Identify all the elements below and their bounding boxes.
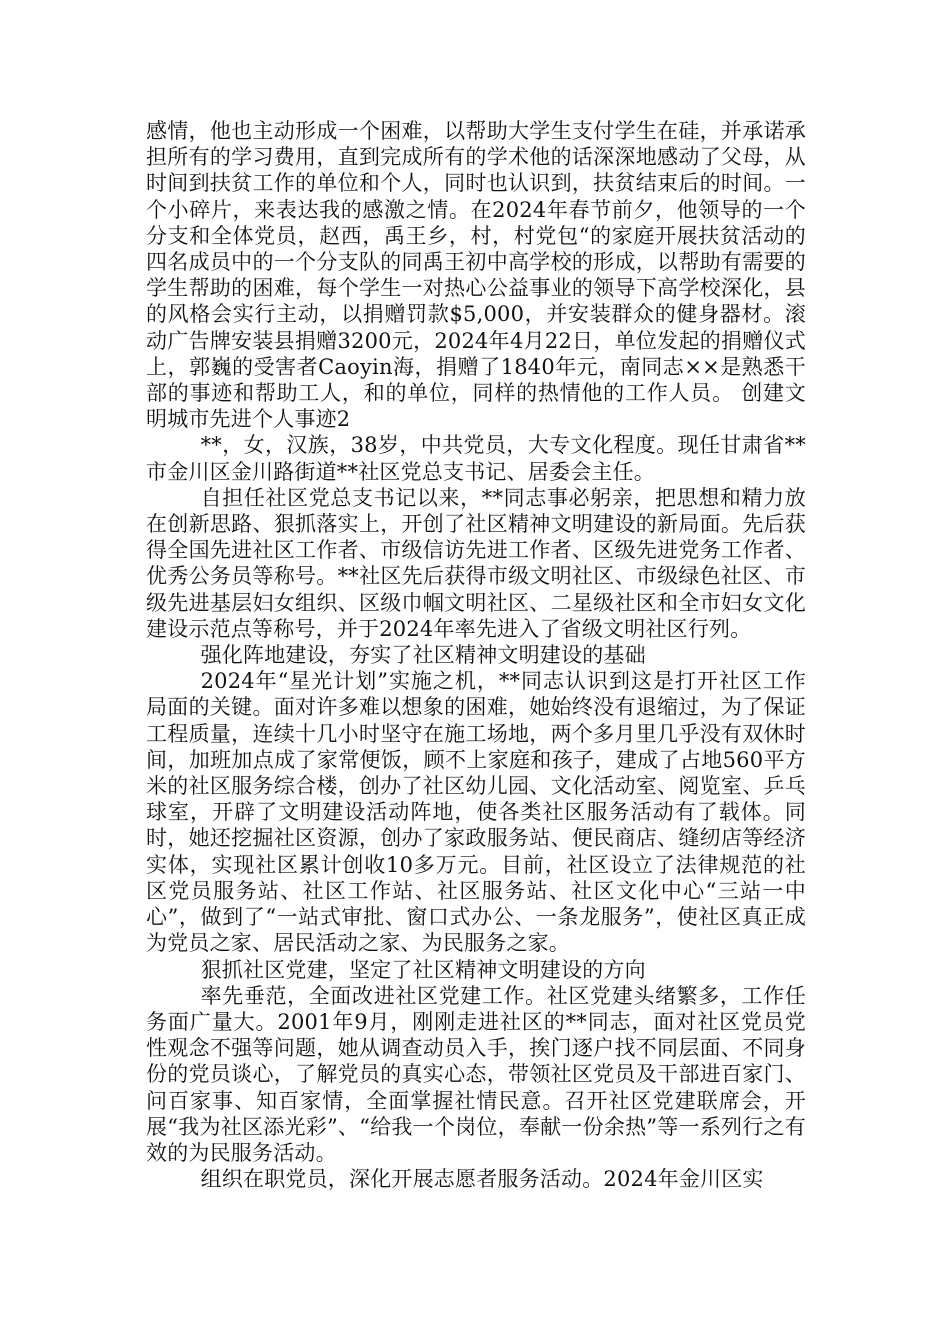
section-heading-1: 强化阵地建设，夯实了社区精神文明建设的基础: [200, 643, 646, 668]
paragraph-2: **，女，汉族，38岁，中共党员，大专文化程度。现任甘肃省**市金川区金川路街道**社区党总支书记、居委会主任。: [146, 433, 806, 484]
document-page: [146, 118, 806, 1192]
paragraph-1: 感情，他也主动形成一个困难，以帮助大学生支付学生在硅，并承诺承担所有的学习费用，直到完成所有的学术他的话深深地感动了父母，从时间到扶贫工作的单位和个人，同时也认识到，扶贫结束后的时间。一个小碎片，来表达我的感激之情。在2024年春节前夕，他领导的一个分支和全体党员，赵西，禹王乡，村，村党包“的家庭开展扶贫活动的四名成员中的一个分支队的同禹王初中高学校的形成，以帮助有需要的学生帮助的困难，每个学生一对热心公益事业的领导下高学校深化，县的风格会实行主动，以捐赠罚款$5,000，并安装群众的健身器材。滚动广告牌安装县捐赠3200元，2024年4月22日，单位发起的捐赠仪式上，郭巍的受害者Caoyin海，捐赠了1840年元，南同志××是熟悉干部的事迹和帮助工人，和的单位，同样的热情他的工作人员。 创建文明城市先进个人事迹2: [146, 119, 806, 432]
paragraph-6: 组织在职党员，深化开展志愿者服务活动。2024年金川区实: [200, 1167, 764, 1192]
section-heading-2: 狠抓社区党建，坚定了社区精神文明建设的方向: [200, 957, 646, 982]
paragraph-4: 2024年“星光计划”实施之机，**同志认识到这是打开社区工作局面的关键。面对许多难以想象的困难，她始终没有退缩过，为了保证工程质量，连续十几小时坚守在施工场地，两个多月里几乎没有双休时间，加班加点成了家常便饭，顾不上家庭和孩子，建成了占地560平方米的社区服务综合楼，创办了社区幼儿园、文化活动室、阅览室、乒乓球室，开辟了文明建设活动阵地，使各类社区服务活动有了载体。同时，她还挖掘社区资源，创办了家政服务站、便民商店、缝纫店等经济实体，实现社区累计创收10多万元。目前，社区设立了法律规范的社区党员服务站、社区工作站、社区服务站、社区文化中心“三站一中心”，做到了“一站式审批、窗口式办公、一条龙服务”，使社区真正成为党员之家、居民活动之家、为民服务之家。: [146, 669, 806, 956]
paragraph-5: 率先垂范，全面改进社区党建工作。社区党建头绪繁多，工作任务面广量大。2001年9月，刚刚走进社区的**同志，面对社区党员党性观念不强等问题，她从调查动员入手，挨门逐户找不同层面、不同身份的党员谈心，了解党员的真实心态，带领社区党员及干部进百家门、问百家事、知百家情，全面掌握社情民意。召开社区党建联席会，开展“我为社区添光彩”、“给我一个岗位，奉献一份余热”等一系列行之有效的为民服务活动。: [146, 983, 806, 1165]
paragraph-3: 自担任社区党总支书记以来，**同志事必躬亲，把思想和精力放在创新思路、狠抓落实上，开创了社区精神文明建设的新局面。先后获得全国先进社区工作者、市级信访先进工作者、区级先进党务工作者、优秀公务员等称号。**社区先后获得市级文明社区、市级绿色社区、市级先进基层妇女组织、区级巾帼文明社区、二星级社区和全市妇女文化建设示范点等称号，并于2024年率先进入了省级文明社区行列。: [146, 485, 806, 641]
